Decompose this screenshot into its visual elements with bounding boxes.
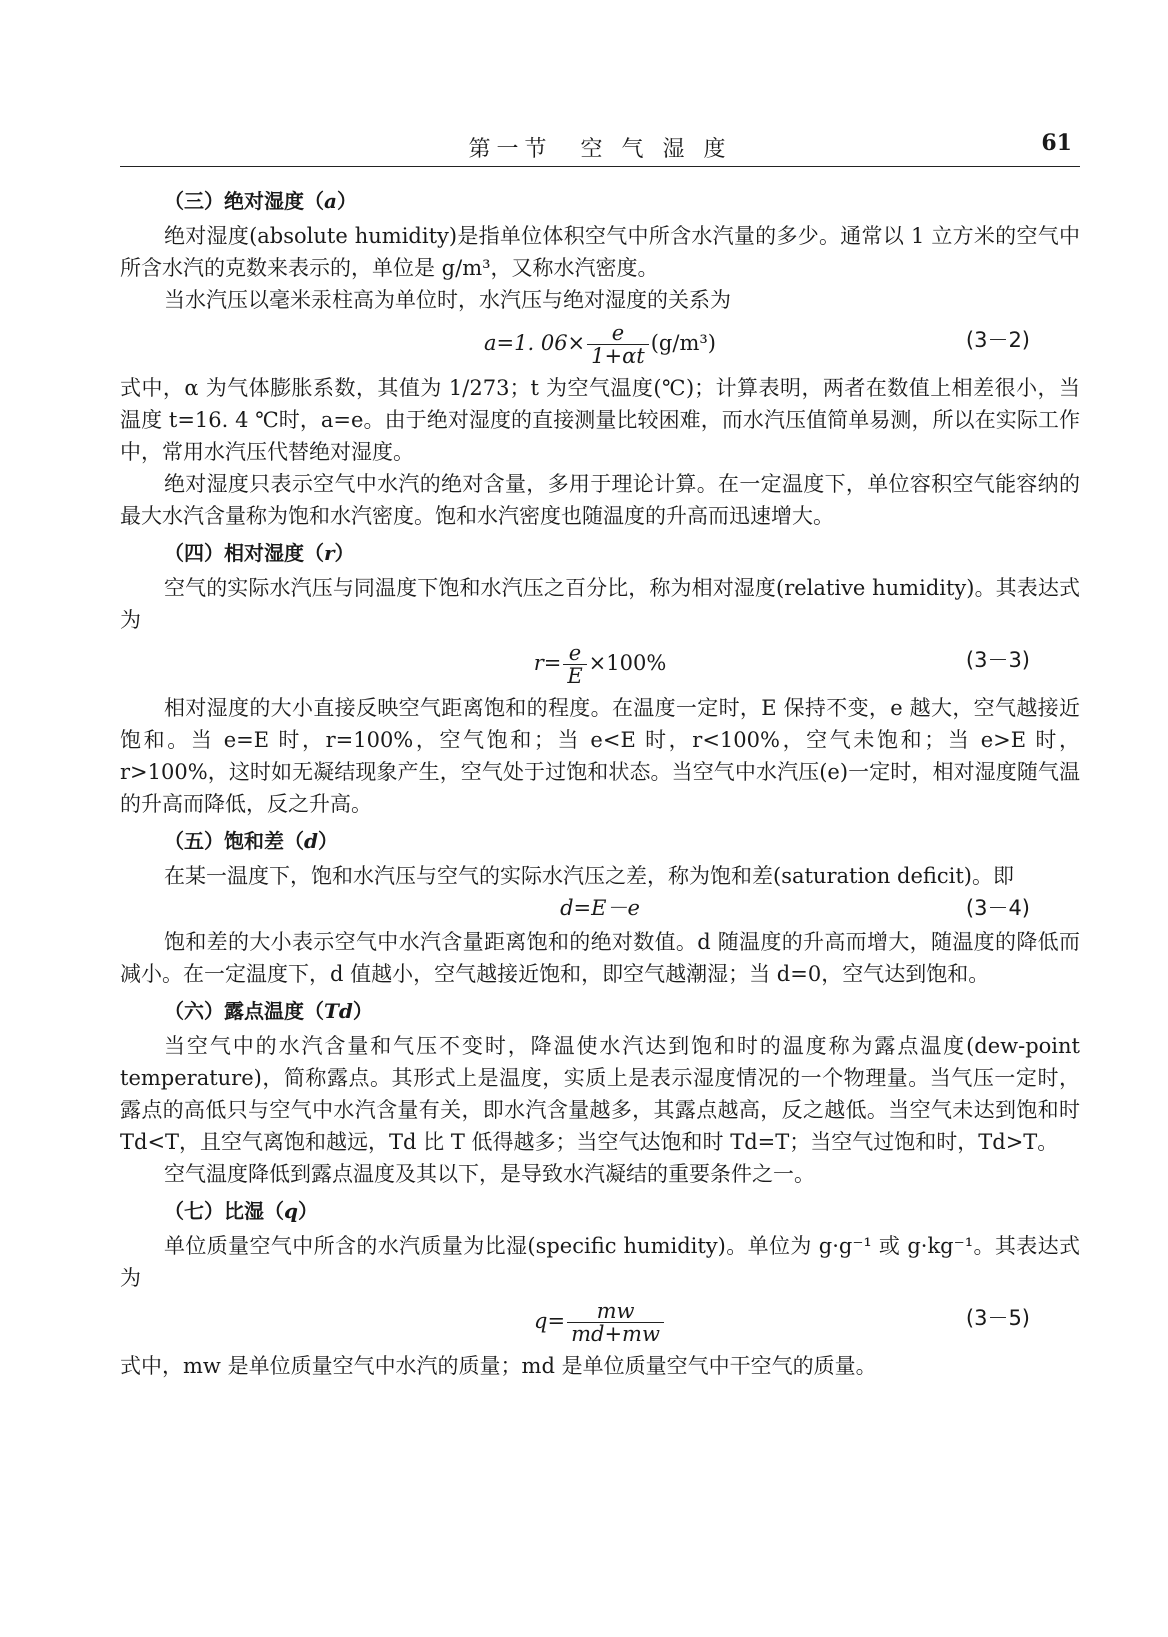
paragraph: 单位质量空气中所含的水汽质量为比湿(specific humidity)。单位为 g·g⁻¹ 或 g·kg⁻¹。其表达式为	[120, 1234, 1080, 1290]
paragraph: 当空气中的水汽含量和气压不变时，降温使水汽达到饱和时的温度称为露点温度(dew-point temperature)，简称露点。其形式上是温度，实质上是表示湿度情况的一个物理量。当气压一定时，露点的高低只与空气中水汽含量有关，即水汽含量越多，其露点越高，反之越低。当空气未达到饱和时 Td<T，且空气离饱和越远，Td 比 T 低得越多；当空气达饱和时 Td=T；当空气过饱和时，Td>T。	[120, 1034, 1080, 1154]
equation-number: (3－5)	[965, 1306, 1030, 1330]
running-header	[120, 130, 1080, 164]
paragraph: 饱和差的大小表示空气中水汽含量距离饱和的绝对数值。d 随温度的升高而增大，随温度的降低而减小。在一定温度下，d 值越小，空气越接近饱和，即空气越潮湿；当 d=0，空气达到饱和。	[120, 930, 1080, 986]
equation-3-4: d=E－e (3－4)	[120, 892, 1080, 926]
paragraph: 当水汽压以毫米汞柱高为单位时，水汽压与绝对湿度的关系为	[164, 288, 731, 312]
section-heading-absolute-humidity: （三）绝对湿度（a）	[164, 189, 357, 213]
paragraph: 式中，α 为气体膨胀系数，其值为 1/273；t 为空气温度(℃)；计算表明，两者在数值上相差很小，当温度 t=16. 4 ℃时，a=e。由于绝对湿度的直接测量比较困难，而水汽压值简单易测，所以在实际工作中，常用水汽压代替绝对湿度。	[120, 376, 1080, 464]
section-heading-dew-point: （六）露点温度（Td）	[164, 999, 373, 1023]
body-text	[120, 180, 1080, 1382]
equation-number: (3－3)	[965, 648, 1030, 672]
equation-number: (3－4)	[965, 896, 1030, 920]
header-rule	[120, 166, 1080, 167]
page-number: 61	[1041, 130, 1072, 156]
equation-3-5: q= $\frac{mw}{md+mw}$ (3－5)	[534, 1299, 1030, 1346]
paragraph: 式中，mw 是单位质量空气中水汽的质量；md 是单位质量空气中干空气的质量。	[120, 1354, 877, 1378]
paragraph: 空气温度降低到露点温度及其以下，是导致水汽凝结的重要条件之一。	[164, 1162, 815, 1186]
chapter-title: 第一节 空 气 湿 度	[468, 137, 732, 162]
section-heading-specific-humidity: （七）比湿（q）	[164, 1199, 318, 1223]
paragraph: 绝对湿度只表示空气中水汽的绝对含量，多用于理论计算。在一定温度下，单位容积空气能容纳的最大水汽含量称为饱和水汽密度。饱和水汽密度也随温度的升高而迅速增大。	[120, 472, 1080, 528]
paragraph: 空气的实际水汽压与同温度下饱和水汽压之百分比，称为相对湿度(relative humidity)。其表达式为	[120, 576, 1080, 632]
paragraph: 绝对湿度(absolute humidity)是指单位体积空气中所含水汽量的多少。通常以 1 立方米的空气中所含水汽的克数来表示的，单位是 g/m³，又称水汽密度。	[120, 224, 1080, 280]
equation-number: (3－2)	[965, 328, 1030, 352]
section-heading-saturation-deficit: （五）饱和差（d）	[164, 829, 338, 853]
equation-3-2: a=1. 06× $\frac{e}{1+\alpha t}$ (g/m³) (3－2)	[484, 321, 1030, 368]
equation-3-3: r= $\frac{e}{E}$ ×100% (3－3)	[533, 641, 1030, 688]
section-heading-relative-humidity: （四）相对湿度（r）	[164, 541, 355, 565]
paragraph: 在某一温度下，饱和水汽压与空气的实际水汽压之差，称为饱和差(saturation deficit)。即	[164, 864, 1014, 888]
paragraph: 相对湿度的大小直接反映空气距离饱和的程度。在温度一定时，E 保持不变，e 越大，空气越接近饱和。当 e=E 时，r=100%，空气饱和；当 e<E 时，r<100%，空气未饱和；当 e>E 时，r>100%，这时如无凝结现象产生，空气处于过饱和状态。当空气中水汽压(e)一定时，相对湿度随气温的升高而降低，反之升高。	[120, 696, 1080, 816]
